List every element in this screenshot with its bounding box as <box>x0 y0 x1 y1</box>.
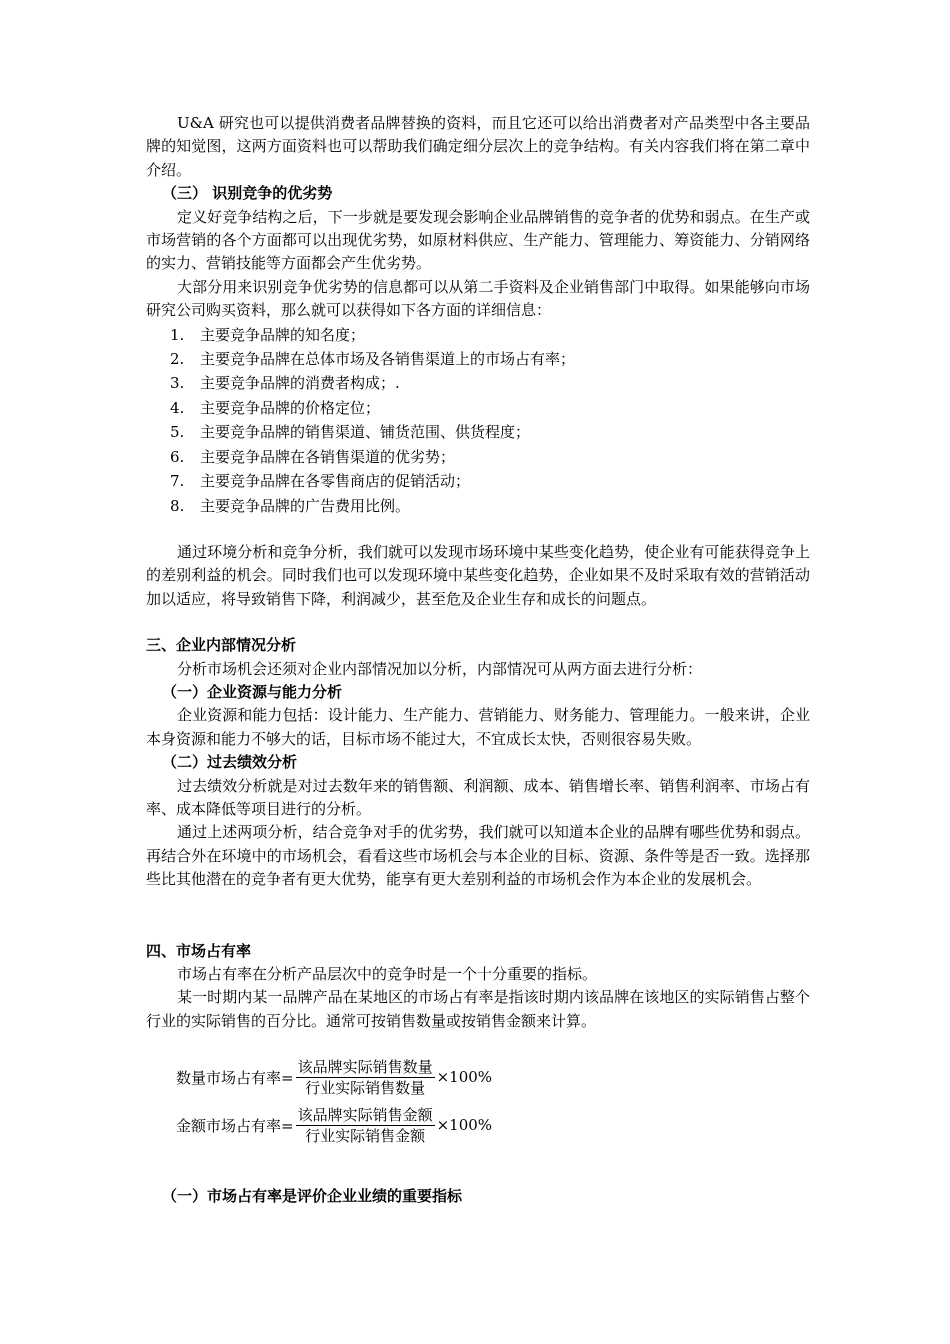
list-item: 3. 主要竞争品牌的消费者构成；. <box>170 374 400 393</box>
paragraph-ua-research: U&A 研究也可以提供消费者品牌替换的资料，而且它还可以给出消费者对产品类型中各主要品牌的知觉图，这两方面资料也可以帮助我们确定细分层次上的竞争结构。有关内容我们将在第二章中介绍。 <box>146 114 810 179</box>
fraction: $\frac{\text{该品牌实际销售数量}}{\text{行业实际销售数量}}$ <box>297 1057 433 1097</box>
formula-amount-share: 金额市场占有率= $\frac{\text{该品牌实际销售金额}}{\text{行业实际销售金额}}$ ×100% <box>176 1105 493 1145</box>
heading-past-performance: （二）过去绩效分析 <box>162 753 298 772</box>
paragraph-info-sources: 大部分用来识别竞争优劣势的信息都可以从第二手资料及企业销售部门中取得。如果能够向市场研究公司购买资料，那么就可以获得如下各方面的详细信息： <box>146 277 810 320</box>
paragraph-market-share-intro: 市场占有率在分析产品层次中的竞争时是一个十分重要的指标。 <box>177 965 598 983</box>
paragraph-environment-analysis: 通过环境分析和竞争分析，我们就可以发现市场环境中某些变化趋势，使企业有可能获得竞争上的差别利益的机会。同时我们也可以发现环境中某些变化趋势，企业如果不及时采取有效的营销活动加以适应，将导致销售下降，利润减少，甚至危及企业生存和成长的问题点。 <box>146 542 810 608</box>
list-item: 5. 主要竞争品牌的销售渠道、铺货范围、供货程度； <box>170 423 531 442</box>
heading-internal-analysis: 三、企业内部情况分析 <box>146 636 297 655</box>
list-item: 4. 主要竞争品牌的价格定位； <box>170 398 381 417</box>
paragraph-resources: 企业资源和能力包括：设计能力、生产能力、营销能力、财务能力、管理能力。一般来讲，企业本身资源和能力不够大的话，目标市场不能过大，不宜成长太快，否则很容易失败。 <box>146 706 810 748</box>
paragraph-internal-intro: 分析市场机会还须对企业内部情况加以分析，内部情况可从两方面去进行分析： <box>177 659 703 678</box>
paragraph-past-performance: 过去绩效分析就是对过去数年来的销售额、利润额、成本、销售增长率、销售利润率、市场占有率、成本降低等项目进行的分析。 <box>146 776 810 818</box>
heading-market-share-indicator: （一）市场占有率是评价企业业绩的重要指标 <box>162 1187 463 1206</box>
paragraph-market-share-definition: 某一时期内某一品牌产品在某地区的市场占有率是指该时期内该品牌在该地区的实际销售占整个行业的实际销售的百分比。通常可按销售数量或按销售金额来计算。 <box>146 988 810 1030</box>
fraction: $\frac{\text{该品牌实际销售金额}}{\text{行业实际销售金额}}$ <box>297 1105 433 1145</box>
list-item: 1. 主要竞争品牌的知名度； <box>170 325 366 344</box>
list-item: 7. 主要竞争品牌在各零售商店的促销活动； <box>170 472 471 491</box>
document-page <box>146 112 810 1209</box>
heading-identify-strengths: （三） 识别竞争的优劣势 <box>162 184 333 203</box>
list-item: 8. 主要竞争品牌的广告费用比例。 <box>170 496 411 515</box>
formula-quantity-share: 数量市场占有率= $\frac{\text{该品牌实际销售数量}}{\text{行业实际销售数量}}$ ×100% <box>176 1057 493 1097</box>
heading-market-share: 四、市场占有率 <box>146 941 252 960</box>
heading-resources-capability: （一）企业资源与能力分析 <box>162 682 343 701</box>
list-item: 2. 主要竞争品牌在总体市场及各销售渠道上的市场占有率； <box>170 350 576 369</box>
paragraph-combined-analysis: 通过上述两项分析，结合竞争对手的优劣势，我们就可以知道本企业的品牌有哪些优势和弱点。再结合外在环境中的市场机会，看看这些市场机会与本企业的目标、资源、条件等是否一致。选择那些比其他潜在的竞争者有更大优势，能享有更大差别利益的市场机会作为本企业的发展机会。 <box>146 823 810 889</box>
list-item: 6. 主要竞争品牌在各销售渠道的优劣势； <box>170 447 456 466</box>
competitor-info-list <box>146 323 810 518</box>
paragraph-competitive-structure: 定义好竞争结构之后，下一步就是要发现会影响企业品牌销售的竞争者的优势和弱点。在生产或市场营销的各个方面都可以出现优劣势，如原材料供应、生产能力、管理能力、筹资能力、分销网络的实力、营销技能等方面都会产生优劣势。 <box>146 207 810 273</box>
